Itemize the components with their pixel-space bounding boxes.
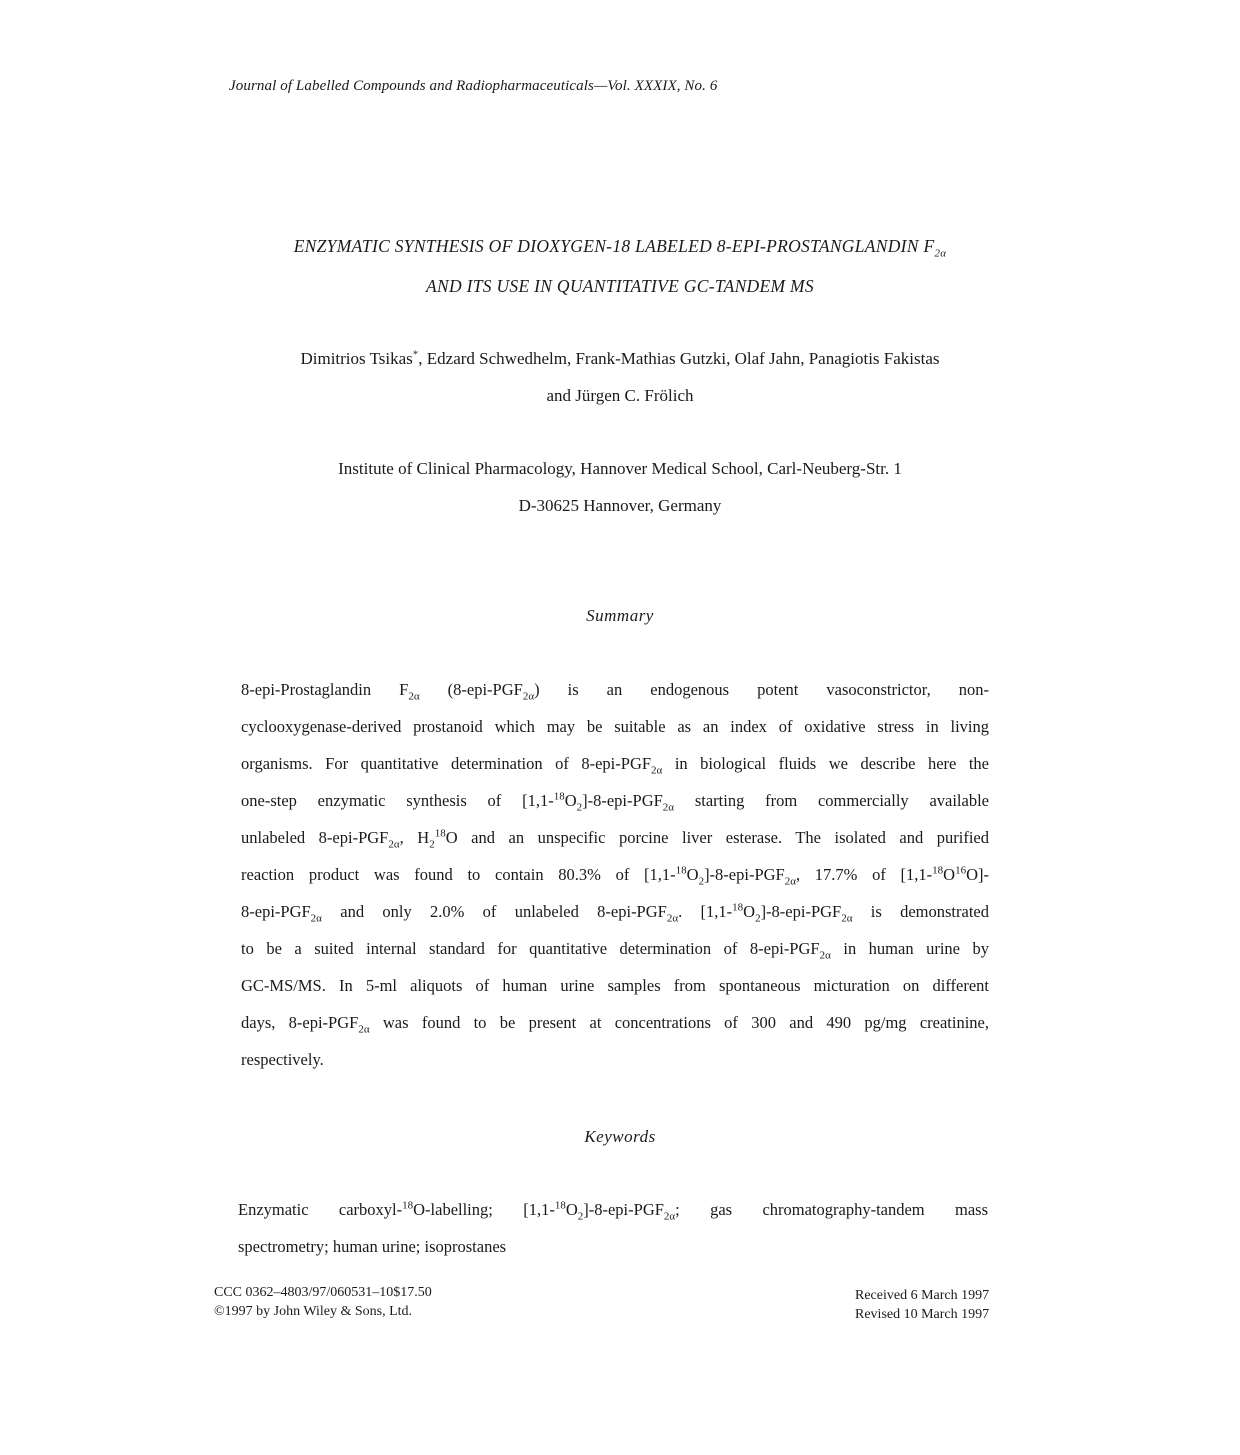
keywords-line: spectrometry; human urine; isoprostanes (238, 1237, 507, 1256)
revised-date: Revised 10 March 1997 (855, 1307, 990, 1322)
keywords-heading: Keywords (584, 1127, 656, 1146)
article-title-line-2: AND ITS USE IN QUANTITATIVE GC-TANDEM MS (426, 276, 814, 296)
summary-line: cyclooxygenase-derived prostanoid which may be suitable as an index of oxidative stress in living (241, 717, 989, 736)
summary-line: one-step enzymatic synthesis of $[1,1-^{18}O_2]-8-epi-PGF_{2\alpha}$ starting from commercially available (241, 790, 990, 814)
summary-line: unlabeled $8-epi-PGF_{2\alpha}$, $H_2^{18}O$ and an unspecific porcine liver esterase. The isolated and purified (241, 827, 989, 851)
received-date: Received 6 March 1997 (855, 1288, 990, 1303)
keywords-line: Enzymatic carboxyl-$^{18}$O-labelling; $[1,1-^{18}O_2]-8-epi-PGF_{2\alpha}$; gas chromatography-tandem mass (238, 1199, 988, 1223)
authors-line-2: and Jürgen C. Frölich (546, 386, 694, 405)
summary-line: days, $8-epi-PGF_{2\alpha}$ was found to be present at concentrations of 300 and 490 pg/mg creatinine, (241, 1013, 989, 1036)
authors-line-1: Dimitrios Tsikas*, Edzard Schwedhelm, Frank-Mathias Gutzki, Olaf Jahn, Panagiotis Fakistas (300, 348, 940, 368)
article-title-line-1: ENZYMATIC SYNTHESIS OF DIOXYGEN-18 LABELED 8-EPI-PROSTANGLANDIN $F_{2\alpha}$ (293, 236, 947, 260)
journal-header: Journal of Labelled Compounds and Radiopharmaceuticals—Vol. XXXIX, No. 6 (229, 78, 718, 94)
summary-line: $8-epi-PGF_{2\alpha}$ and only 2.0% of unlabeled $8-epi-PGF_{2\alpha}$. $[1,1-^{18}O_2]-8-epi-PGF_{2\alpha}$ is demonstrated (241, 901, 989, 925)
summary-line: to be a suited internal standard for quantitative determination of $8-epi-PGF_{2\alpha}$ in human urine by (241, 939, 989, 962)
ccc-code: CCC 0362–4803/97/060531–10$17.50 (214, 1285, 432, 1300)
affiliation-line-1: Institute of Clinical Pharmacology, Hannover Medical School, Carl-Neuberg-Str. 1 (338, 459, 902, 478)
summary-line: organisms. For quantitative determination of $8-epi-PGF_{2\alpha}$ in biological fluids we describe here the (241, 754, 990, 777)
affiliation-line-2: D-30625 Hannover, Germany (518, 496, 722, 515)
footer-copyright-block (214, 1283, 432, 1321)
summary-line: respectively. (241, 1050, 324, 1069)
copyright-notice: ©1997 by John Wiley & Sons, Ltd. (214, 1304, 413, 1319)
corresponding-author-asterisk: * (412, 348, 419, 361)
summary-line: reaction product was found to contain 80.3% of $[1,1-^{18}O_2]-8-epi-PGF_{2\alpha}$, 17.7% of $[1,1-^{18}O^{16}O]-$ (241, 864, 989, 888)
summary-line: 8-epi-Prostaglandin $F_{2\alpha}$ $(8-epi-PGF_{2\alpha})$ is an endogenous potent vasoconstrictor, non- (241, 680, 989, 703)
footer-dates-block (855, 1286, 989, 1324)
summary-heading: Summary (586, 606, 654, 625)
summary-line: GC-MS/MS. In 5-ml aliquots of human urine samples from spontaneous micturation on different (241, 976, 989, 995)
